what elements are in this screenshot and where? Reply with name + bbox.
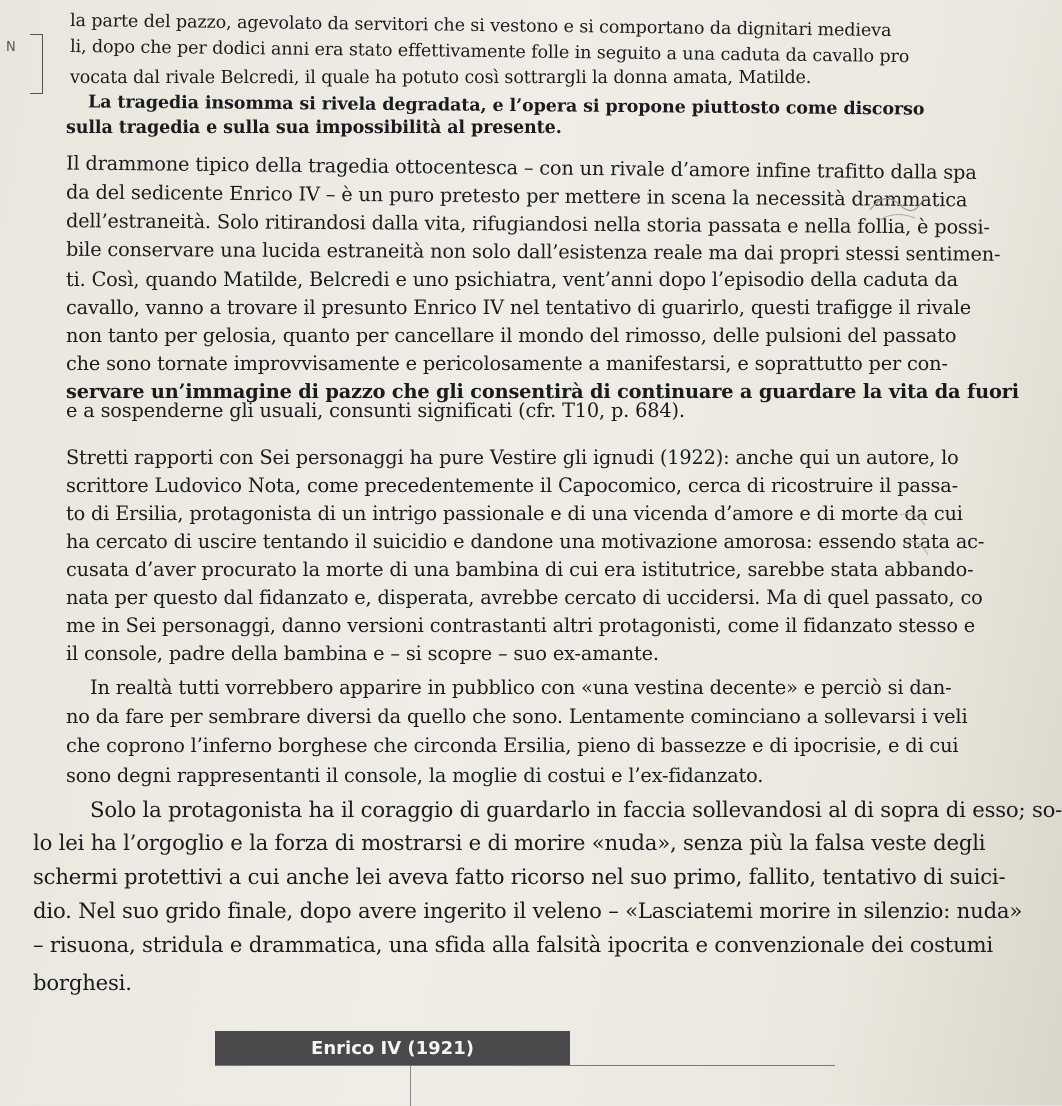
text-line: il console, padre della bambina e – si scopre – suo ex-amante. [66, 642, 659, 665]
text-line: La tragedia insomma si rivela degradata, e l’opera si propone piuttosto come discorso [87, 92, 925, 120]
text-line: e a sospenderne gli usuali, consunti significati (cfr. T10, p. 684). [66, 399, 685, 422]
text-line: dio. Nel suo grido finale, dopo avere ingerito il veleno – «Lasciatemi morire in silenzio: nuda» [33, 898, 1023, 923]
text-line: lo lei ha l’orgoglio e la forza di mostrarsi e di morire «nuda», senza più la falsa veste degli [33, 830, 986, 855]
margin-note: N [6, 40, 16, 55]
text-line: sulla tragedia e sulla sua impossibilità al presente. [66, 118, 562, 138]
text-line: cavallo, vanno a trovare il presunto Enrico IV nel tentativo di guarirlo, questi trafigge il rivale [66, 296, 971, 319]
margin-bracket [30, 34, 43, 94]
text-line: ti. Così, quando Matilde, Belcredi e uno psichiatra, vent’anni dopo l’episodio della caduta da [66, 268, 958, 291]
pencil-scribble [860, 180, 930, 230]
text-line: no da fare per sembrare diversi da quello che sono. Lentamente cominciano a sollevarsi i veli [66, 705, 968, 728]
text-line: Stretti rapporti con Sei personaggi ha pure Vestire gli ignudi (1922): anche qui un autore, lo [66, 446, 959, 469]
text-line: che coprono l’inferno borghese che circonda Ersilia, pieno di bassezze e di ipocrisie, e di cui [66, 734, 959, 757]
text-line: da del sedicente Enrico IV – è un puro pretesto per mettere in scena la necessità drammatica [65, 180, 968, 212]
text-line: me in Sei personaggi, danno versioni contrastanti altri protagonisti, come il fidanzato stesso e [66, 614, 976, 637]
section-title: Enrico IV (1921) [215, 1031, 570, 1065]
text-line: sono degni rappresentanti il console, la moglie di costui e l’ex-fidanzato. [66, 764, 764, 787]
text-line: ha cercato di uscire tentando il suicidio e dandone una motivazione amorosa: essendo stata ac- [66, 530, 985, 553]
text-line: Solo la protagonista ha il coraggio di guardarlo in faccia sollevandosi al di sopra di esso; so- [90, 797, 1062, 822]
text-line: bile conservare una lucida estraneità non solo dall’esistenza reale ma dai propri stessi sentimen- [65, 237, 1001, 266]
text-line: Il drammone tipico della tragedia ottocentesca – con un rivale d’amore infine trafitto dalla spa [65, 151, 977, 185]
text-line: schermi protettivi a cui anche lei aveva fatto ricorso nel suo primo, fallito, tentativo di suici- [33, 864, 1006, 889]
pencil-scribble [895, 505, 933, 575]
text-line: scrittore Ludovico Nota, come precedentemente il Capocomico, cerca di ricostruire il passa- [66, 474, 958, 497]
text-line: In realtà tutti vorrebbero apparire in pubblico con «una vestina decente» e perciò si dan- [90, 676, 952, 699]
table-divider [410, 1066, 411, 1106]
text-line: vocata dal rivale Belcredi, il quale ha potuto così sottrargli la donna amata, Matilde. [70, 68, 812, 88]
text-line: dell’estraneità. Solo ritirandosi dalla vita, rifugiandosi nella storia passata e nella follia, è possi- [65, 209, 990, 239]
table-border [215, 1065, 835, 1106]
text-line: cusata d’aver procurato la morte di una bambina di cui era istitutrice, sarebbe stata abbando- [66, 558, 974, 581]
text-line: la parte del pazzo, agevolato da servitori che si vestono e si comportano da dignitari medieva [69, 10, 892, 42]
text-line: non tanto per gelosia, quanto per cancellare il mondo del rimosso, delle pulsioni del passato [66, 324, 957, 347]
text-line: che sono tornate improvvisamente e pericolosamente a manifestarsi, e soprattutto per con- [66, 352, 948, 375]
text-line: to di Ersilia, protagonista di un intrigo passionale e di una vicenda d’amore e di morte da cui [66, 502, 963, 525]
text-line: li, dopo che per dodici anni era stato effettivamente folle in seguito a una caduta da cavallo pro [69, 36, 910, 68]
text-line: borghesi. [33, 970, 132, 995]
text-line: – risuona, stridula e drammatica, una sfida alla falsità ipocrita e convenzionale dei costumi [33, 932, 993, 957]
text-line: nata per questo dal fidanzato e, disperata, avrebbe cercato di uccidersi. Ma di quel passato, co [66, 586, 983, 609]
text-line: servare un’immagine di pazzo che gli consentirà di continuare a guardare la vita da fuori [66, 380, 1019, 403]
